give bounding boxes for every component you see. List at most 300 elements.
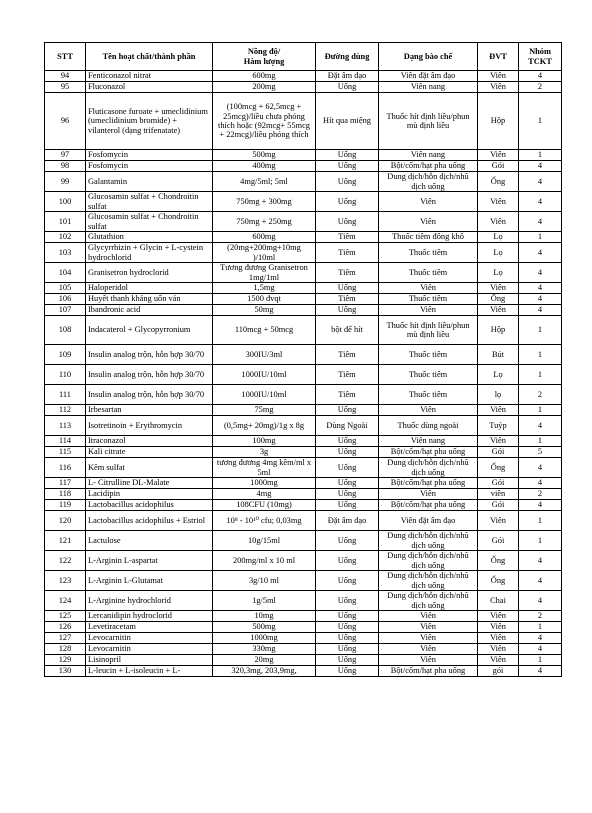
table-row	[45, 622, 562, 633]
cell-active-ingredient: Glucosamin sulfat + Chondroitin sulfat	[86, 192, 213, 212]
cell-stt: 126	[45, 622, 86, 633]
table-row	[45, 489, 562, 500]
cell-dosage-form: Viên nang	[379, 150, 478, 161]
cell-unit: Gói	[478, 161, 519, 172]
cell-active-ingredient: Lercanidipin hydroclorid	[86, 611, 213, 622]
cell-unit: Hộp	[478, 316, 519, 345]
cell-concentration: Tương đương Granisetron 1mg/1ml	[213, 263, 316, 283]
table-row	[45, 243, 562, 263]
cell-group: 2	[519, 611, 562, 622]
table-row	[45, 172, 562, 192]
cell-active-ingredient: Levocarnitin	[86, 644, 213, 655]
cell-group: 4	[519, 458, 562, 478]
cell-concentration: 110mcg + 50mcg	[213, 316, 316, 345]
table-row	[45, 232, 562, 243]
cell-concentration: 500mg	[213, 622, 316, 633]
cell-unit: Lọ	[478, 365, 519, 385]
table-row	[45, 571, 562, 591]
cell-concentration: 1,5mg	[213, 283, 316, 294]
cell-active-ingredient: Lactobacillus acidophilus + Estriol	[86, 511, 213, 531]
cell-unit: Viên	[478, 644, 519, 655]
cell-concentration: 1000IU/10ml	[213, 365, 316, 385]
cell-route: Đặt âm đạo	[316, 511, 379, 531]
cell-active-ingredient: Glycyrrhizin + Glycin + L-cystein hydrochlorid	[86, 243, 213, 263]
cell-route: Uống	[316, 150, 379, 161]
cell-active-ingredient: L-leucin + L-isoleucin + L-	[86, 666, 213, 677]
cell-active-ingredient: Kẽm sulfat	[86, 458, 213, 478]
cell-route: Uống	[316, 405, 379, 416]
cell-route: Uống	[316, 192, 379, 212]
cell-route: Uống	[316, 633, 379, 644]
table-row	[45, 633, 562, 644]
cell-stt: 101	[45, 212, 86, 232]
document-page	[44, 42, 561, 677]
cell-group: 4	[519, 71, 562, 82]
cell-dosage-form: Bột/cốm/hạt pha uống	[379, 447, 478, 458]
cell-group: 2	[519, 489, 562, 500]
cell-route: Tiêm	[316, 385, 379, 405]
cell-dosage-form: Thuốc tiêm	[379, 263, 478, 283]
table-row	[45, 591, 562, 611]
table-row	[45, 385, 562, 405]
cell-group: 4	[519, 478, 562, 489]
cell-dosage-form: Viên	[379, 212, 478, 232]
cell-active-ingredient: Fluconazol	[86, 82, 213, 93]
cell-active-ingredient: Lacidipin	[86, 489, 213, 500]
table-row	[45, 405, 562, 416]
cell-dosage-form: Thuốc tiêm	[379, 385, 478, 405]
table-row	[45, 500, 562, 511]
header-dosage-form: Dạng bào chế	[379, 43, 478, 71]
cell-group: 4	[519, 644, 562, 655]
cell-group: 4	[519, 633, 562, 644]
cell-stt: 104	[45, 263, 86, 283]
cell-route: Uống	[316, 591, 379, 611]
cell-unit: Viên	[478, 150, 519, 161]
cell-group: 1	[519, 345, 562, 365]
table-row	[45, 644, 562, 655]
table-row	[45, 93, 562, 150]
cell-stt: 121	[45, 531, 86, 551]
cell-unit: lọ	[478, 385, 519, 405]
cell-unit: Viên	[478, 633, 519, 644]
cell-active-ingredient: Levocarnitin	[86, 633, 213, 644]
cell-route: Tiêm	[316, 243, 379, 263]
cell-group: 4	[519, 305, 562, 316]
cell-group: 1	[519, 655, 562, 666]
cell-active-ingredient: Glutathion	[86, 232, 213, 243]
cell-unit: Ống	[478, 294, 519, 305]
cell-group: 2	[519, 385, 562, 405]
cell-stt: 97	[45, 150, 86, 161]
cell-stt: 118	[45, 489, 86, 500]
cell-unit: viên	[478, 489, 519, 500]
table-row	[45, 212, 562, 232]
cell-dosage-form: Thuốc hít định liều/phun mù định liều	[379, 93, 478, 150]
cell-dosage-form: Dung dịch/hỗn dịch/nhũ dịch uống	[379, 551, 478, 571]
cell-concentration: 330mg	[213, 644, 316, 655]
cell-route: Tiêm	[316, 365, 379, 385]
cell-route: Đặt âm đạo	[316, 71, 379, 82]
cell-stt: 94	[45, 71, 86, 82]
cell-concentration: (20mg+200mg+10mg )/10ml	[213, 243, 316, 263]
cell-group: 4	[519, 283, 562, 294]
cell-unit: Viên	[478, 655, 519, 666]
cell-stt: 130	[45, 666, 86, 677]
cell-route: Uống	[316, 458, 379, 478]
table-header-row	[45, 43, 562, 71]
cell-active-ingredient: Kali citrate	[86, 447, 213, 458]
cell-stt: 120	[45, 511, 86, 531]
cell-stt: 102	[45, 232, 86, 243]
cell-dosage-form: Viên nang	[379, 436, 478, 447]
cell-group: 1	[519, 232, 562, 243]
cell-concentration: (0,5mg+ 20mg)/1g x 8g	[213, 416, 316, 436]
cell-active-ingredient: Glucosamin sulfat + Chondroitin sulfat	[86, 212, 213, 232]
cell-stt: 95	[45, 82, 86, 93]
table-row	[45, 551, 562, 571]
cell-group: 1	[519, 365, 562, 385]
cell-dosage-form: Bột/cốm/hạt pha uống	[379, 666, 478, 677]
drug-list-table	[44, 42, 562, 677]
cell-stt: 128	[45, 644, 86, 655]
cell-group: 1	[519, 316, 562, 345]
cell-route: Uống	[316, 305, 379, 316]
cell-unit: Viên	[478, 212, 519, 232]
cell-dosage-form: Viên	[379, 405, 478, 416]
table-row	[45, 82, 562, 93]
cell-route: Uống	[316, 644, 379, 655]
table-row	[45, 655, 562, 666]
cell-unit: Viên	[478, 436, 519, 447]
cell-concentration: 4mg	[213, 489, 316, 500]
cell-concentration: 3g/10 ml	[213, 571, 316, 591]
cell-concentration: 500mg	[213, 150, 316, 161]
cell-stt: 100	[45, 192, 86, 212]
cell-unit: Lọ	[478, 243, 519, 263]
cell-active-ingredient: L-Arginin L-aspartat	[86, 551, 213, 571]
cell-dosage-form: Viên	[379, 283, 478, 294]
cell-active-ingredient: Fenticonazol nitrat	[86, 71, 213, 82]
cell-dosage-form: Thuốc tiêm	[379, 243, 478, 263]
cell-route: Uống	[316, 622, 379, 633]
cell-concentration: 1500 đvqt	[213, 294, 316, 305]
cell-stt: 115	[45, 447, 86, 458]
cell-dosage-form: Thuốc tiêm	[379, 294, 478, 305]
table-row	[45, 666, 562, 677]
cell-active-ingredient: Lactobacillus acidophilus	[86, 500, 213, 511]
cell-concentration: 100mg	[213, 436, 316, 447]
cell-dosage-form: Viên đặt âm đạo	[379, 71, 478, 82]
cell-group: 1	[519, 622, 562, 633]
cell-active-ingredient: Fosfomycin	[86, 150, 213, 161]
cell-stt: 123	[45, 571, 86, 591]
cell-route: Uống	[316, 500, 379, 511]
cell-group: 1	[519, 150, 562, 161]
cell-active-ingredient: Lisinopril	[86, 655, 213, 666]
header-unit: ĐVT	[478, 43, 519, 71]
cell-stt: 113	[45, 416, 86, 436]
header-group: Nhóm TCKT	[519, 43, 562, 71]
cell-active-ingredient: L-Arginin L-Glutamat	[86, 571, 213, 591]
cell-dosage-form: Thuốc dùng ngoài	[379, 416, 478, 436]
table-row	[45, 478, 562, 489]
cell-unit: Viên	[478, 305, 519, 316]
cell-route: Uống	[316, 161, 379, 172]
cell-concentration: 3g	[213, 447, 316, 458]
cell-group: 4	[519, 294, 562, 305]
cell-concentration: 1g/5ml	[213, 591, 316, 611]
cell-route: Uống	[316, 611, 379, 622]
cell-active-ingredient: Itraconazol	[86, 436, 213, 447]
cell-route: Uống	[316, 172, 379, 192]
cell-route: Uống	[316, 212, 379, 232]
cell-dosage-form: Dung dịch/hỗn dịch/nhũ dịch uống	[379, 531, 478, 551]
cell-dosage-form: Thuốc tiêm	[379, 365, 478, 385]
cell-group: 2	[519, 82, 562, 93]
cell-active-ingredient: Irbesartan	[86, 405, 213, 416]
cell-dosage-form: Viên	[379, 644, 478, 655]
cell-concentration: 750mg + 300mg	[213, 192, 316, 212]
cell-unit: Ống	[478, 571, 519, 591]
cell-dosage-form: Viên nang	[379, 82, 478, 93]
table-row	[45, 416, 562, 436]
table-row	[45, 305, 562, 316]
cell-stt: 106	[45, 294, 86, 305]
table-row	[45, 150, 562, 161]
cell-active-ingredient: Insulin analog trộn, hỗn hợp 30/70	[86, 385, 213, 405]
cell-dosage-form: Thuốc tiêm	[379, 345, 478, 365]
cell-stt: 119	[45, 500, 86, 511]
cell-active-ingredient: Isotretinoin + Erythromycin	[86, 416, 213, 436]
cell-dosage-form: Dung dịch/hỗn dịch/nhũ dịch uống	[379, 571, 478, 591]
cell-stt: 108	[45, 316, 86, 345]
header-route: Đường dùng	[316, 43, 379, 71]
cell-group: 4	[519, 243, 562, 263]
cell-route: bột để hít	[316, 316, 379, 345]
cell-concentration: 200mg	[213, 82, 316, 93]
cell-group: 4	[519, 263, 562, 283]
cell-active-ingredient: Fosfomycin	[86, 161, 213, 172]
cell-active-ingredient: Granisetron hydroclorid	[86, 263, 213, 283]
cell-concentration: 10mg	[213, 611, 316, 622]
cell-unit: Viên	[478, 622, 519, 633]
cell-group: 4	[519, 192, 562, 212]
cell-route: Uống	[316, 478, 379, 489]
cell-dosage-form: Dung dịch/hỗn dịch/nhũ dịch uống	[379, 172, 478, 192]
cell-dosage-form: Thuốc tiêm đông khô	[379, 232, 478, 243]
cell-concentration: 75mg	[213, 405, 316, 416]
cell-unit: Gói	[478, 500, 519, 511]
cell-dosage-form: Dung dịch/hỗn dịch/nhũ dịch uống	[379, 591, 478, 611]
cell-group: 4	[519, 172, 562, 192]
cell-group: 5	[519, 447, 562, 458]
cell-unit: Viên	[478, 611, 519, 622]
table-row	[45, 511, 562, 531]
cell-concentration: 10⁸ - 10¹⁰ cfu; 0,03mg	[213, 511, 316, 531]
cell-group: 4	[519, 666, 562, 677]
cell-route: Uống	[316, 571, 379, 591]
cell-dosage-form: Viên	[379, 655, 478, 666]
cell-unit: Viên	[478, 82, 519, 93]
cell-stt: 109	[45, 345, 86, 365]
cell-concentration: 200mg/ml x 10 ml	[213, 551, 316, 571]
cell-group: 4	[519, 551, 562, 571]
cell-concentration: 1000IU/10ml	[213, 385, 316, 405]
cell-active-ingredient: Insulin analog trộn, hỗn hợp 30/70	[86, 365, 213, 385]
table-row	[45, 611, 562, 622]
cell-dosage-form: Thuốc hít định liều/phun mù định liều	[379, 316, 478, 345]
table-row	[45, 161, 562, 172]
cell-unit: Lọ	[478, 232, 519, 243]
cell-stt: 125	[45, 611, 86, 622]
cell-stt: 112	[45, 405, 86, 416]
cell-stt: 111	[45, 385, 86, 405]
cell-concentration: 10g/15ml	[213, 531, 316, 551]
table-row	[45, 345, 562, 365]
cell-concentration: 320,3mg, 203,9mg,	[213, 666, 316, 677]
cell-stt: 99	[45, 172, 86, 192]
cell-group: 1	[519, 436, 562, 447]
cell-route: Uống	[316, 436, 379, 447]
cell-stt: 122	[45, 551, 86, 571]
cell-concentration: tương đương 4mg kẽm/ml x 5ml	[213, 458, 316, 478]
cell-active-ingredient: L-Arginine hydrochlorid	[86, 591, 213, 611]
cell-route: Uống	[316, 666, 379, 677]
cell-group: 4	[519, 212, 562, 232]
table-row	[45, 447, 562, 458]
cell-route: Tiêm	[316, 232, 379, 243]
cell-route: Uống	[316, 82, 379, 93]
cell-stt: 107	[45, 305, 86, 316]
table-body	[45, 71, 562, 677]
cell-dosage-form: Viên đặt âm đạo	[379, 511, 478, 531]
cell-route: Uống	[316, 447, 379, 458]
table-row	[45, 436, 562, 447]
cell-active-ingredient: Indacaterol + Glycopyrronium	[86, 316, 213, 345]
cell-concentration: 600mg	[213, 71, 316, 82]
cell-unit: Tuýp	[478, 416, 519, 436]
cell-unit: Viên	[478, 71, 519, 82]
cell-group: 1	[519, 511, 562, 531]
cell-concentration: 750mg + 250mg	[213, 212, 316, 232]
cell-active-ingredient: Galantamin	[86, 172, 213, 192]
cell-route: Uống	[316, 655, 379, 666]
cell-group: 4	[519, 571, 562, 591]
cell-active-ingredient: L- Citrulline DL-Malate	[86, 478, 213, 489]
header-stt: STT	[45, 43, 86, 71]
table-row	[45, 283, 562, 294]
cell-stt: 114	[45, 436, 86, 447]
cell-dosage-form: Viên	[379, 611, 478, 622]
cell-unit: Gói	[478, 531, 519, 551]
cell-group: 4	[519, 591, 562, 611]
cell-unit: Viên	[478, 192, 519, 212]
cell-group: 1	[519, 531, 562, 551]
cell-dosage-form: Viên	[379, 633, 478, 644]
cell-route: Tiêm	[316, 345, 379, 365]
cell-route: Dùng Ngoài	[316, 416, 379, 436]
cell-unit: Ống	[478, 172, 519, 192]
cell-dosage-form: Viên	[379, 622, 478, 633]
cell-route: Tiêm	[316, 263, 379, 283]
cell-stt: 98	[45, 161, 86, 172]
cell-concentration: 600mg	[213, 232, 316, 243]
cell-concentration: 300IU/3ml	[213, 345, 316, 365]
cell-unit: Gói	[478, 447, 519, 458]
cell-concentration: 1000mg	[213, 478, 316, 489]
cell-dosage-form: Viên	[379, 489, 478, 500]
cell-stt: 96	[45, 93, 86, 150]
cell-stt: 105	[45, 283, 86, 294]
cell-concentration: 1000mg	[213, 633, 316, 644]
cell-route: Uống	[316, 551, 379, 571]
cell-group: 1	[519, 405, 562, 416]
cell-group: 4	[519, 416, 562, 436]
cell-unit: gói	[478, 666, 519, 677]
cell-route: Uống	[316, 283, 379, 294]
cell-concentration: (100mcg + 62,5mcg + 25mcg)/liều chưa phóng thích hoặc (92mcg+ 55mcg + 22mcg)/liều phóng thích	[213, 93, 316, 150]
table-row	[45, 71, 562, 82]
cell-concentration: 108CFU (10mg)	[213, 500, 316, 511]
cell-group: 4	[519, 500, 562, 511]
table-row	[45, 458, 562, 478]
cell-active-ingredient: Fluticasone furoate + umeclidinium (umeclidinium bromide) + vilanterol (dạng trifenatate)	[86, 93, 213, 150]
table-row	[45, 531, 562, 551]
cell-active-ingredient: Ibandronic acid	[86, 305, 213, 316]
cell-concentration: 50mg	[213, 305, 316, 316]
cell-unit: Bút	[478, 345, 519, 365]
header-active-ingredient: Tên hoạt chất/thành phần	[86, 43, 213, 71]
table-row	[45, 294, 562, 305]
cell-stt: 103	[45, 243, 86, 263]
cell-dosage-form: Bột/cốm/hạt pha uống	[379, 161, 478, 172]
cell-dosage-form: Viên	[379, 305, 478, 316]
cell-unit: Ống	[478, 458, 519, 478]
cell-stt: 110	[45, 365, 86, 385]
cell-unit: Chai	[478, 591, 519, 611]
cell-route: Uống	[316, 531, 379, 551]
cell-concentration: 4mg/5ml; 5ml	[213, 172, 316, 192]
cell-dosage-form: Dung dịch/hỗn dịch/nhũ dịch uống	[379, 458, 478, 478]
cell-route: Tiêm	[316, 294, 379, 305]
cell-stt: 127	[45, 633, 86, 644]
cell-stt: 116	[45, 458, 86, 478]
table-row	[45, 192, 562, 212]
cell-active-ingredient: Lactulose	[86, 531, 213, 551]
cell-active-ingredient: Insulin analog trộn, hỗn hợp 30/70	[86, 345, 213, 365]
cell-active-ingredient: Levetiracetam	[86, 622, 213, 633]
cell-unit: Ống	[478, 551, 519, 571]
cell-active-ingredient: Huyết thanh kháng uốn ván	[86, 294, 213, 305]
cell-unit: Gói	[478, 478, 519, 489]
cell-dosage-form: Viên	[379, 192, 478, 212]
cell-route: Hít qua miệng	[316, 93, 379, 150]
cell-unit: Viên	[478, 283, 519, 294]
cell-group: 1	[519, 93, 562, 150]
cell-active-ingredient: Haloperidol	[86, 283, 213, 294]
cell-concentration: 20mg	[213, 655, 316, 666]
cell-route: Uống	[316, 489, 379, 500]
cell-concentration: 400mg	[213, 161, 316, 172]
cell-stt: 129	[45, 655, 86, 666]
cell-group: 4	[519, 161, 562, 172]
header-concentration: Nồng độ/ Hàm lượng	[213, 43, 316, 71]
table-row	[45, 365, 562, 385]
cell-stt: 124	[45, 591, 86, 611]
table-row	[45, 263, 562, 283]
cell-stt: 117	[45, 478, 86, 489]
